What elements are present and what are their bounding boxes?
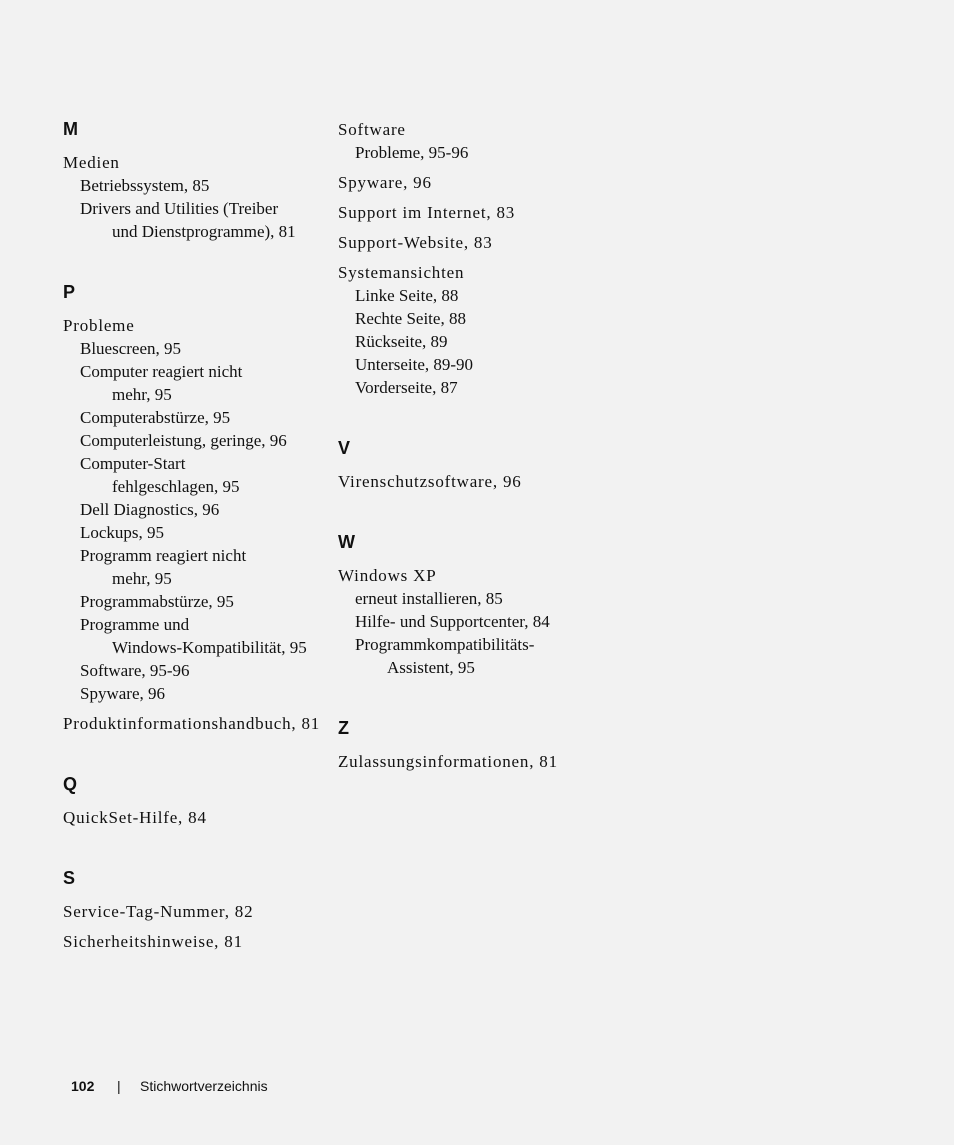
subentry-text: Hilfe- und Supportcenter, 84 (355, 612, 550, 631)
index-term: Support im Internet, 83 (338, 203, 516, 222)
index-section (63, 867, 323, 953)
index-entry (338, 750, 628, 773)
index-subentry (63, 197, 323, 243)
subentry-text: Computerabstürze, 95 (80, 408, 231, 427)
section-letter: W (338, 532, 355, 552)
subentry-text: Programmabstürze, 95 (80, 592, 234, 611)
index-term: Sicherheitshinweise, 81 (63, 932, 243, 951)
index-subentry (338, 353, 628, 376)
index-term: Medien (63, 153, 120, 172)
subentry-text: Computer-Start (80, 454, 186, 473)
index-entry (63, 151, 323, 243)
subentry-text: Linke Seite, 88 (355, 286, 459, 305)
subentry-text: Drivers and Utilities (Treiber (80, 199, 279, 218)
footer-separator: | (117, 1078, 121, 1094)
index-term: Spyware, 96 (338, 173, 432, 192)
subentry-continuation: Windows-Kompatibilität, 95 (112, 638, 307, 657)
index-entry (338, 231, 628, 254)
subentry-text: Bluescreen, 95 (80, 339, 182, 358)
index-subentry (63, 452, 323, 498)
index-subentry (63, 360, 323, 406)
index-section (338, 437, 628, 493)
index-subentry (63, 544, 323, 590)
subentry-continuation: und Dienstprogramme), 81 (112, 222, 296, 241)
index-subentry (338, 307, 628, 330)
subentry-text: Lockups, 95 (80, 523, 165, 542)
index-term: Software (338, 120, 406, 139)
section-letter: Q (63, 774, 78, 794)
index-section (63, 281, 323, 735)
index-subentry (63, 429, 323, 452)
index-entry (63, 712, 323, 735)
index-term: Produktinformationshandbuch, 81 (63, 714, 321, 733)
index-entry (63, 314, 323, 705)
index-subentry (338, 610, 628, 633)
index-entry (338, 118, 628, 164)
subentry-text: erneut installieren, 85 (355, 589, 503, 608)
subentry-text: Rechte Seite, 88 (355, 309, 466, 328)
subentry-text: Spyware, 96 (80, 684, 165, 703)
section-letter: V (338, 438, 351, 458)
index-section (338, 717, 628, 773)
index-term: Service-Tag-Nummer, 82 (63, 902, 254, 921)
section-letter: P (63, 282, 76, 302)
index-term: Systemansichten (338, 263, 465, 282)
page-number: 102 (71, 1078, 95, 1094)
index-subentry (338, 141, 628, 164)
subentry-text: Computer reagiert nicht (80, 362, 243, 381)
index-entry (338, 564, 628, 679)
index-subentry (63, 521, 323, 544)
index-entry (338, 171, 628, 194)
section-letter: S (63, 868, 76, 888)
subentry-text: Computerleistung, geringe, 96 (80, 431, 287, 450)
index-section (338, 531, 628, 679)
subentry-text: Unterseite, 89-90 (355, 355, 474, 374)
subentry-text: Betriebssystem, 85 (80, 176, 210, 195)
page-footer (71, 1076, 268, 1096)
index-subentry (63, 659, 323, 682)
subentry-text: Programm reagiert nicht (80, 546, 247, 565)
index-term: Support-Website, 83 (338, 233, 493, 252)
subentry-text: Rückseite, 89 (355, 332, 448, 351)
index-entry (63, 806, 323, 829)
section-title: Stichwortverzeichnis (140, 1078, 268, 1094)
index-term: Virenschutzsoftware, 96 (338, 472, 522, 491)
index-entry (338, 201, 628, 224)
index-column-left (63, 118, 323, 991)
index-term: Windows XP (338, 566, 437, 585)
section-letter: M (63, 119, 78, 139)
index-section (338, 118, 628, 399)
index-subentry (63, 682, 323, 705)
subentry-text: Vorderseite, 87 (355, 378, 458, 397)
index-subentry (338, 587, 628, 610)
index-entry (338, 470, 628, 493)
subentry-text: Software, 95-96 (80, 661, 190, 680)
index-subentry (338, 284, 628, 307)
index-subentry (63, 498, 323, 521)
subentry-text: Dell Diagnostics, 96 (80, 500, 220, 519)
index-entry (338, 261, 628, 399)
subentry-text: Programme und (80, 615, 190, 634)
index-subentry (63, 613, 323, 659)
index-subentry (63, 406, 323, 429)
index-subentry (63, 174, 323, 197)
section-letter: Z (338, 718, 349, 738)
subentry-continuation: mehr, 95 (112, 569, 172, 588)
index-entry (63, 900, 323, 923)
subentry-continuation: mehr, 95 (112, 385, 172, 404)
subentry-continuation: fehlgeschlagen, 95 (112, 477, 240, 496)
index-term: QuickSet-Hilfe, 84 (63, 808, 207, 827)
index-subentry (338, 330, 628, 353)
index-subentry (63, 337, 323, 360)
index-section (63, 773, 323, 829)
index-term: Probleme (63, 316, 135, 335)
index-column-right (338, 118, 628, 811)
index-subentry (338, 376, 628, 399)
index-section (63, 118, 323, 243)
index-entry (63, 930, 323, 953)
subentry-text: Probleme, 95-96 (355, 143, 469, 162)
index-subentry (63, 590, 323, 613)
subentry-text: Programmkompatibilitäts- (355, 635, 535, 654)
index-subentry (338, 633, 628, 679)
index-term: Zulassungsinformationen, 81 (338, 752, 558, 771)
subentry-continuation: Assistent, 95 (387, 658, 475, 677)
